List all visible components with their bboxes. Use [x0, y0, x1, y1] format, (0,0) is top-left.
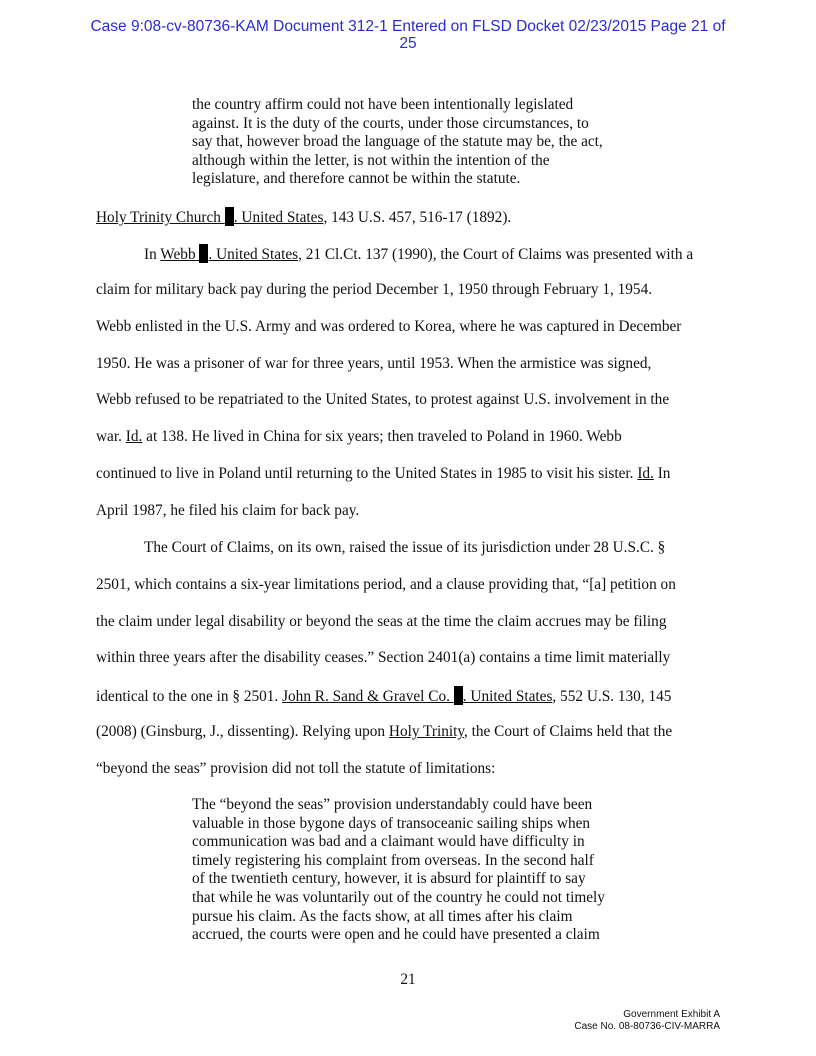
quote-line: legislature, and therefore cannot be within the statute.: [192, 170, 521, 188]
citation-holy-trinity: Holy Trinity Church . United States, 143 U.S. 457, 516-17 (1892).: [96, 209, 512, 226]
paragraph-line: within three years after the disability ceases.” Section 2401(a) contains a time limit materially: [96, 649, 671, 666]
redaction-mark: [454, 686, 463, 705]
paragraph-line: claim for military back pay during the period December 1, 1950 through February 1, 1954.: [96, 281, 653, 298]
docket-header: [40, 18, 776, 52]
quote-line: timely registering his complaint from overseas. In the second half: [192, 851, 594, 869]
quote-line: say that, however broad the language of the statute may be, the act,: [192, 133, 603, 151]
id-citation: Id.: [125, 428, 143, 445]
paragraph-line: the claim under legal disability or beyond the seas at the time the claim accrues may be filing: [96, 613, 667, 630]
paragraph-line: (2008) (Ginsburg, J., dissenting). Relying upon Holy Trinity, the Court of Claims held that the: [96, 723, 673, 740]
paragraph-line: 1950. He was a prisoner of war for three years, until 1953. When the armistice was signed,: [96, 355, 652, 372]
paragraph-line: April 1987, he filed his claim for back pay.: [96, 502, 360, 519]
page-number: 21: [400, 971, 416, 988]
paragraph-line: The Court of Claims, on its own, raised the issue of its jurisdiction under 28 U.S.C. §: [144, 539, 666, 556]
quote-line: communication was bad and a claimant would have difficulty in: [192, 833, 585, 851]
paragraph-line: In Webb . United States, 21 Cl.Ct. 137 (1990), the Court of Claims was presented with a: [144, 246, 694, 263]
quote-line: accrued, the courts were open and he could have presented a claim: [192, 926, 600, 944]
quote-line: although within the letter, is not within the intention of the: [192, 151, 550, 169]
exhibit-label: [574, 1009, 720, 1033]
redaction-mark: [225, 207, 234, 226]
case-name: John R. Sand & Gravel Co. . United States: [282, 688, 553, 705]
quote-line: The “beyond the seas” provision understandably could have been: [192, 796, 593, 813]
docket-header-line2: 25: [399, 35, 417, 52]
paragraph-line: war. Id. at 138. He lived in China for six years; then traveled to Poland in 1960. Webb: [96, 428, 622, 445]
paragraph-line: Webb refused to be repatriated to the United States, to protest against U.S. involvement in the: [96, 391, 670, 408]
case-name: Holy Trinity: [388, 723, 465, 740]
quote-line: valuable in those bygone days of transoceanic sailing ships when: [192, 814, 591, 832]
block-quote-webb: [192, 796, 652, 945]
paragraph-line: Webb enlisted in the U.S. Army and was ordered to Korea, where he was captured in December: [96, 318, 682, 335]
quote-line: against. It is the duty of the courts, under those circumstances, to: [192, 114, 589, 132]
paragraph-line: continued to live in Poland until returning to the United States in 1985 to visit his sister. Id. In: [96, 465, 671, 482]
exhibit-title: Government Exhibit A: [623, 1009, 720, 1020]
quote-line: of the twentieth century, however, it is absurd for plaintiff to say: [192, 870, 586, 888]
case-name: Webb . United States: [160, 246, 299, 263]
paragraph-line: 2501, which contains a six-year limitations period, and a clause providing that, “[a] petition on: [96, 576, 676, 593]
docket-header-line1: Case 9:08-cv-80736-KAM Document 312-1 Entered on FLSD Docket 02/23/2015 Page 21 of: [90, 18, 726, 35]
case-name: Holy Trinity Church . United States: [96, 209, 324, 226]
quote-line: that while he was voluntarily out of the country he could not timely: [192, 888, 605, 906]
exhibit-case-number: Case No. 08-80736-CIV-MARRA: [574, 1021, 720, 1032]
quote-line: the country affirm could not have been intentionally legislated: [192, 96, 574, 113]
paragraph-line: “beyond the seas” provision did not toll the statute of limitations:: [96, 760, 496, 777]
block-quote-holy-trinity: [192, 96, 652, 189]
quote-line: pursue his claim. As the facts show, at all times after his claim: [192, 907, 573, 925]
id-citation: Id.: [637, 465, 654, 482]
paragraph-line: identical to the one in § 2501. John R. Sand & Gravel Co. . United States, 552 U.S. 130, 145: [96, 688, 672, 705]
